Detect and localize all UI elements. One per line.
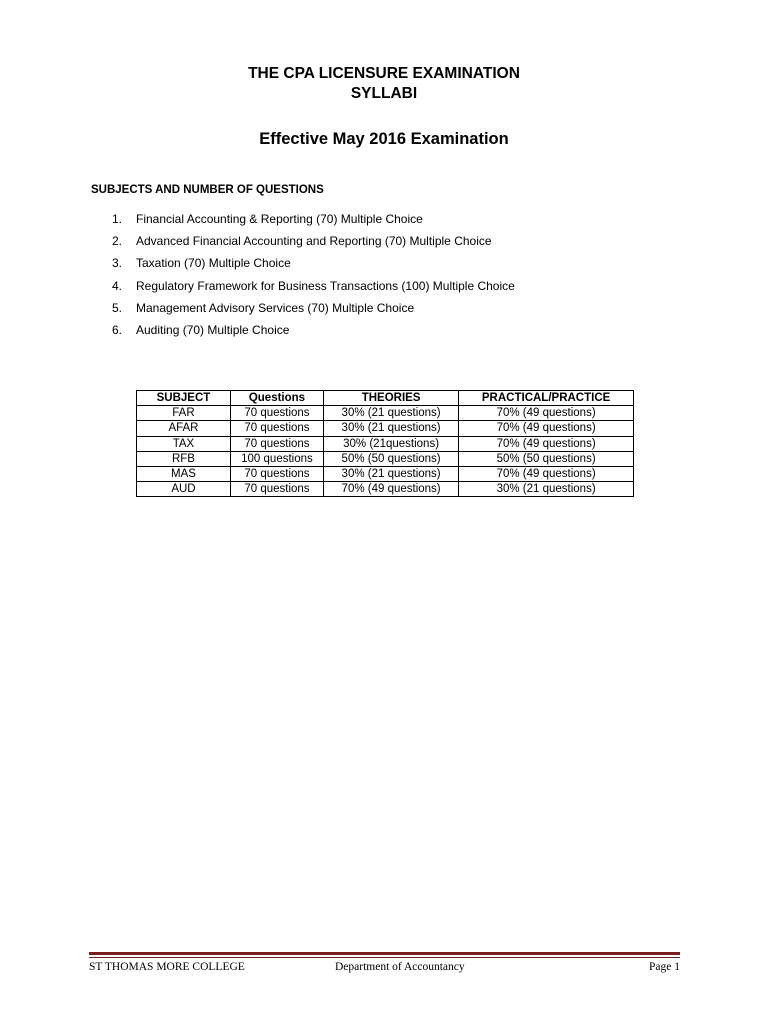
list-item [112,301,515,323]
title-line-1: THE CPA LICENSURE EXAMINATION [248,65,520,82]
table-row [137,451,634,466]
header-subject: SUBJECT [137,391,231,406]
footer-divider-thick [89,952,680,955]
list-item [112,212,515,234]
list-item-number: 2. [112,234,123,249]
cell-practical: 70% (49 questions) [459,436,634,451]
footer-divider-thin [89,957,680,958]
section-heading: SUBJECTS AND NUMBER OF QUESTIONS [91,184,324,196]
cell-subject: AFAR [137,421,231,436]
list-item-number: 6. [112,322,123,337]
cell-practical: 50% (50 questions) [459,451,634,466]
list-item [112,234,515,256]
list-item-text: Financial Accounting & Reporting (70) Multiple Choice [136,212,423,226]
cell-questions: 70 questions [230,421,323,436]
cell-practical: 70% (49 questions) [459,406,634,421]
list-item [112,279,515,301]
table-row [137,406,634,421]
cell-questions: 70 questions [230,482,323,497]
footer-college-name: ST THOMAS MORE COLLEGE [89,961,245,973]
document-subtitle: Effective May 2016 Examination [259,130,509,148]
list-item-text: Auditing (70) Multiple Choice [136,322,290,337]
list-item [112,323,515,345]
cell-questions: 70 questions [230,436,323,451]
table-row [137,421,634,436]
list-item [112,256,515,278]
cell-subject: TAX [137,436,231,451]
header-practical: PRACTICAL/PRACTICE [459,391,634,406]
cell-practical: 30% (21 questions) [459,482,634,497]
header-questions: Questions [230,391,323,406]
list-item-number: 3. [112,256,123,271]
title-line-2: SYLLABI [350,85,418,102]
page-footer [89,960,680,974]
footer-page-number: Page 1 [649,961,680,973]
cell-practical: 70% (49 questions) [459,466,634,481]
table-header-row [137,391,634,406]
table-row [137,436,634,451]
cell-theories: 50% (50 questions) [323,451,458,466]
cell-subject: AUD [137,482,231,497]
list-item-text: Regulatory Framework for Business Transactions (100) Multiple Choice [136,278,515,293]
subject-list [112,212,515,345]
list-item-number: 4. [112,278,123,293]
cell-questions: 100 questions [230,451,323,466]
list-item-text: Taxation (70) Multiple Choice [136,256,291,271]
cell-questions: 70 questions [230,406,323,421]
cell-questions: 70 questions [230,466,323,481]
table-row [137,482,634,497]
cell-theories: 30% (21questions) [323,436,458,451]
cell-subject: MAS [137,466,231,481]
syllabus-table [136,390,634,497]
list-item-text: Management Advisory Services (70) Multiple Choice [136,300,415,315]
cell-subject: RFB [137,451,231,466]
list-item-number: 1. [112,212,123,226]
cell-theories: 30% (21 questions) [323,421,458,436]
cell-theories: 30% (21 questions) [323,466,458,481]
footer-department: Department of Accountancy [335,961,465,973]
list-item-number: 5. [112,300,123,315]
cell-subject: FAR [137,406,231,421]
list-item-text: Advanced Financial Accounting and Reporting (70) Multiple Choice [136,234,492,249]
document-title [0,64,768,104]
header-theories: THEORIES [323,391,458,406]
cell-theories: 30% (21 questions) [323,406,458,421]
table-row [137,466,634,481]
cell-theories: 70% (49 questions) [323,482,458,497]
cell-practical: 70% (49 questions) [459,421,634,436]
